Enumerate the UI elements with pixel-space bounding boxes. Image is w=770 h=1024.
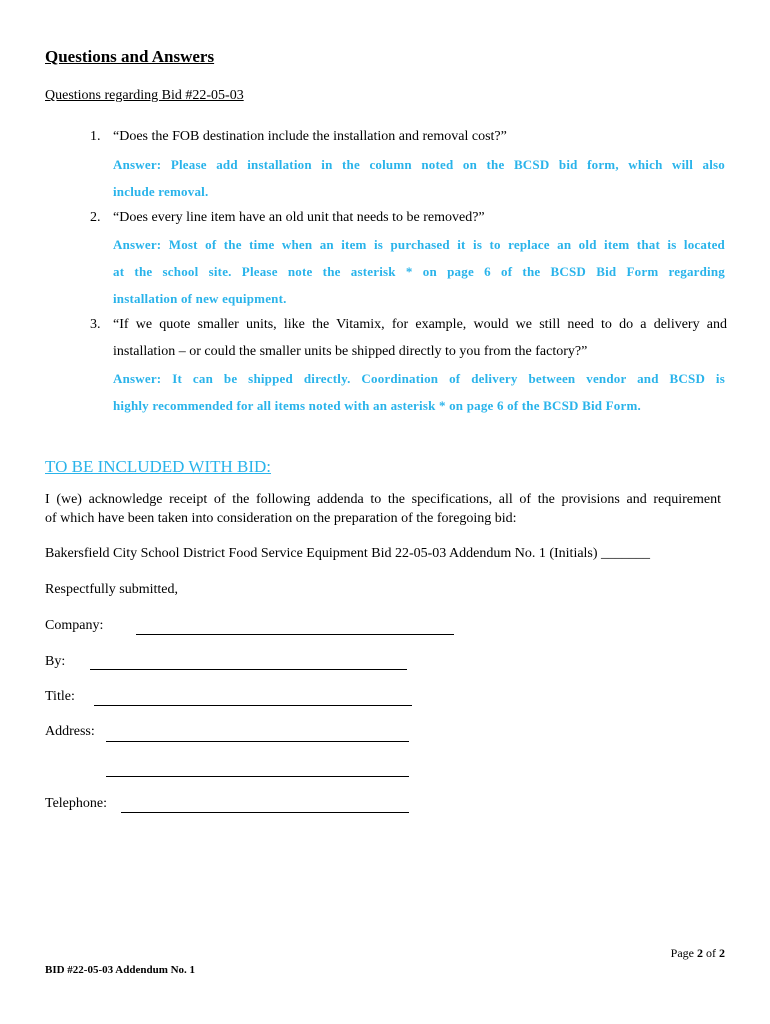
answer-text: Answer: Most of the time when an item is purchased it is to replace an old item that is located: [113, 237, 725, 252]
footer-text: BID #22-05-03 Addendum No. 1: [45, 964, 196, 976]
telephone-line: [121, 812, 409, 813]
page-of: of: [703, 946, 719, 960]
acknowledgement-text: I (we) acknowledge receipt of the following addenda to the specifications, all of the provisions and requirement: [45, 492, 721, 507]
address-line-1: [106, 741, 409, 742]
by-signature-line: [90, 669, 407, 670]
company-signature-line: [136, 634, 454, 635]
question-text: “Does the FOB destination include the installation and removal cost?”: [113, 129, 507, 144]
page-total: 2: [719, 946, 725, 960]
company-label: Company:: [45, 618, 104, 633]
addendum-initials-line: Bakersfield City School District Food Service Equipment Bid 22-05-03 Addendum No. 1 (Initials) _______: [45, 546, 651, 561]
page-number: [671, 946, 725, 961]
answer-text: at the school site. Please note the asterisk * on page 6 of the BCSD Bid Form regarding: [113, 264, 725, 279]
address-line-2: [106, 776, 409, 777]
acknowledgement-text: of which have been taken into consideration on the preparation of the foregoing bid:: [45, 511, 517, 526]
question-text: “Does every line item have an old unit that needs to be removed?”: [113, 210, 485, 225]
answer-text: Answer: Please add installation in the column noted on the BCSD bid form, which will also: [113, 157, 725, 172]
question-number: 2.: [90, 210, 101, 225]
question-number: 1.: [90, 129, 101, 144]
question-number: 3.: [90, 317, 101, 332]
page-prefix: Page: [670, 946, 697, 960]
closing-text: Respectfully submitted,: [45, 582, 178, 597]
title-label: Title:: [45, 689, 75, 704]
page-heading: Questions and Answers: [45, 47, 215, 66]
answer-text: include removal.: [113, 184, 209, 199]
by-label: By:: [45, 654, 66, 669]
title-signature-line: [94, 705, 412, 706]
answer-text: Answer: It can be shipped directly. Coordination of delivery between vendor and BCSD is: [113, 371, 725, 386]
page-current: 2: [697, 946, 703, 960]
telephone-label: Telephone:: [45, 796, 107, 811]
bid-subheading: Questions regarding Bid #22-05-03: [45, 88, 244, 103]
address-label: Address:: [45, 724, 95, 739]
answer-text: highly recommended for all items noted with an asterisk * on page 6 of the BCSD Bid Form.: [113, 398, 641, 413]
question-text: installation – or could the smaller units be shipped directly to you from the factory?”: [113, 344, 588, 359]
question-text: “If we quote smaller units, like the Vitamix, for example, would we still need to do a delivery and: [113, 317, 727, 332]
section-title: TO BE INCLUDED WITH BID:: [45, 457, 272, 476]
answer-text: installation of new equipment.: [113, 291, 287, 306]
